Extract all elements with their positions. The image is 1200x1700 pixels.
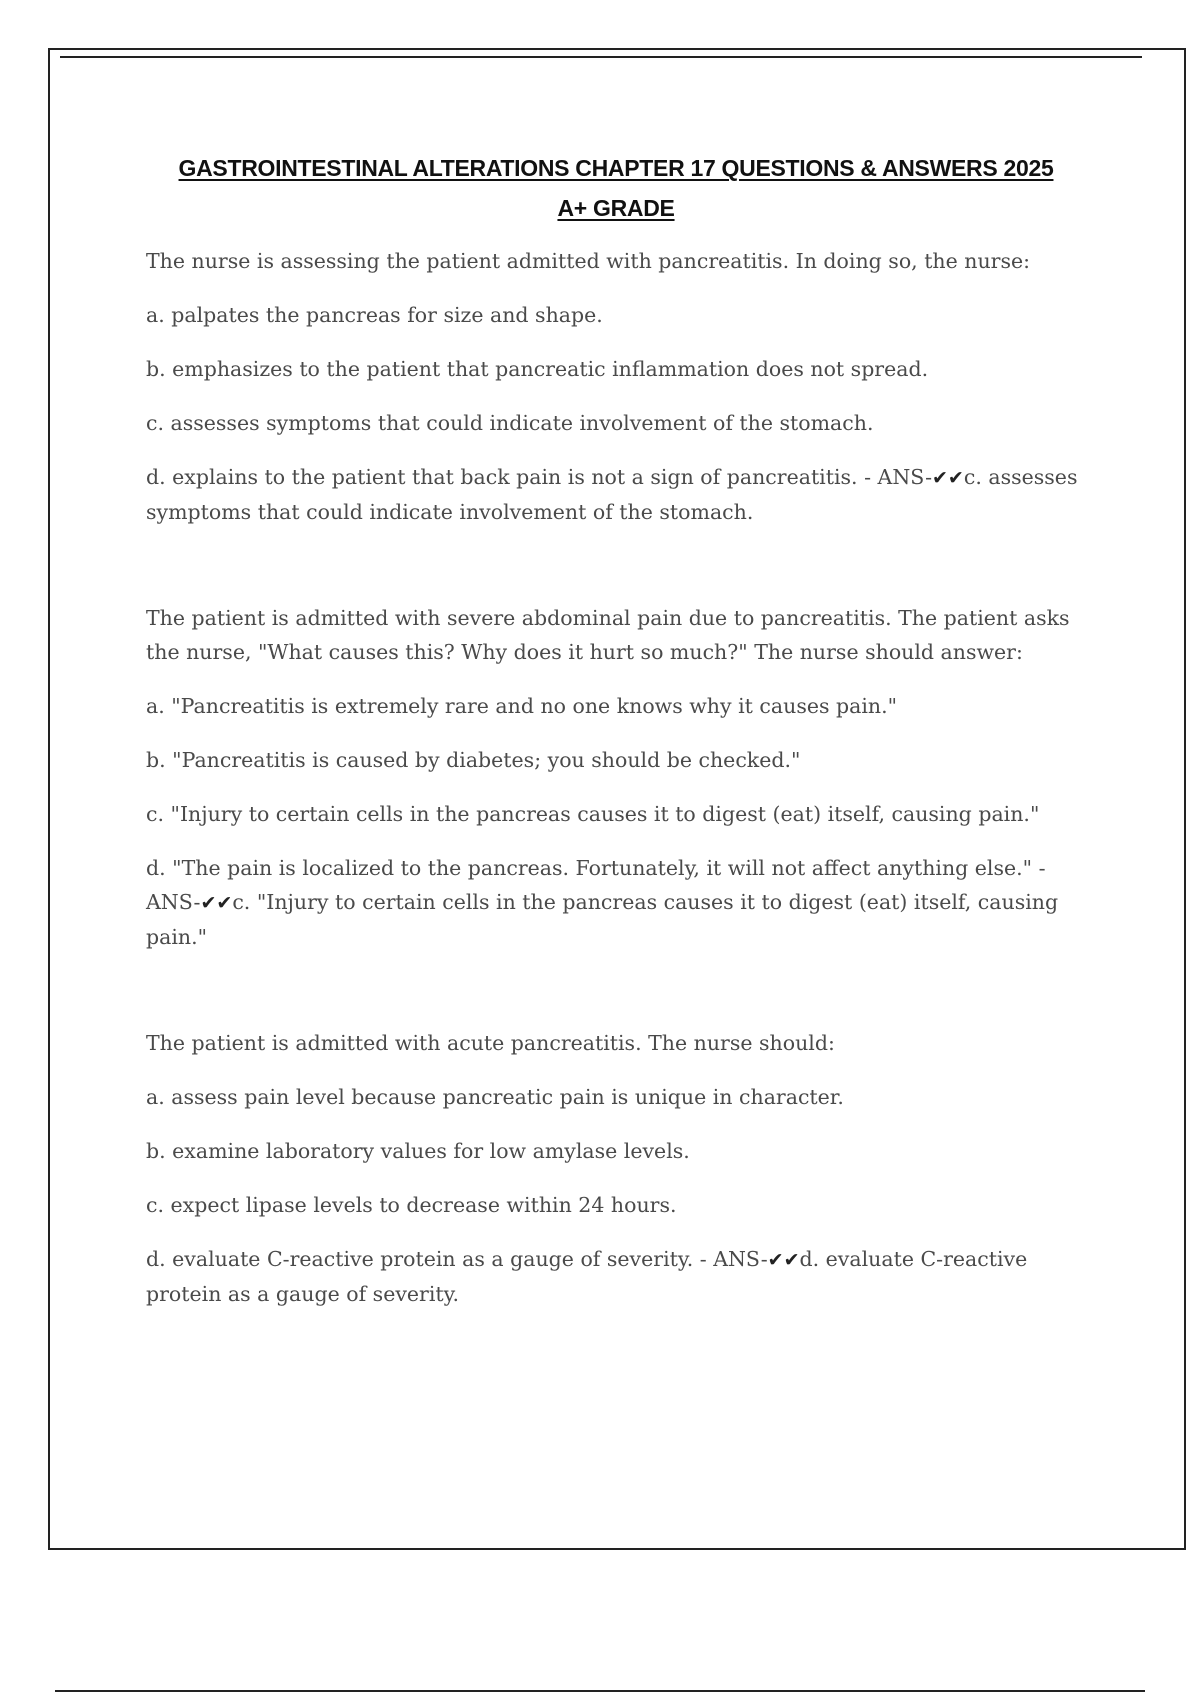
top-rule bbox=[60, 56, 1142, 58]
question-block-2 bbox=[146, 601, 1096, 954]
option-d-with-answer bbox=[146, 1242, 1096, 1311]
double-check-icon: ✔✔ bbox=[767, 1249, 800, 1271]
option-d-with-answer bbox=[146, 851, 1096, 954]
document-title bbox=[100, 148, 1132, 228]
option-b: b. emphasizes to the patient that pancreatic inflammation does not spread. bbox=[146, 357, 929, 381]
option-a: a. "Pancreatitis is extremely rare and no one knows why it causes pain." bbox=[146, 694, 898, 718]
answer-text: c. assesses symptoms that could indicate involvement of the stomach. bbox=[146, 465, 1078, 524]
question-block-3 bbox=[146, 1026, 1096, 1311]
option-c: c. assesses symptoms that could indicate involvement of the stomach. bbox=[146, 411, 874, 435]
option-d: d. explains to the patient that back pain is not a sign of pancreatitis. bbox=[146, 465, 858, 489]
option-a: a. palpates the pancreas for size and shape. bbox=[146, 303, 603, 327]
option-d: d. evaluate C-reactive protein as a gauge of severity. bbox=[146, 1247, 694, 1271]
option-c: c. "Injury to certain cells in the pancreas causes it to digest (eat) itself, causing pain." bbox=[146, 802, 1040, 826]
double-check-icon: ✔✔ bbox=[932, 467, 964, 489]
question-stem: The patient is admitted with severe abdominal pain due to pancreatitis. The patient asks the nurse, "What causes this? Why does it hurt so much?" The nurse should answer: bbox=[146, 606, 1070, 664]
question-block-1 bbox=[146, 244, 1096, 529]
question-list bbox=[146, 244, 1096, 1311]
answer-prefix: - ANS- bbox=[146, 856, 1046, 914]
answer-prefix: - ANS- bbox=[693, 1247, 768, 1271]
option-a: a. assess pain level because pancreatic pain is unique in character. bbox=[146, 1085, 844, 1109]
question-stem: The patient is admitted with acute pancreatitis. The nurse should: bbox=[146, 1031, 835, 1055]
option-c: c. expect lipase levels to decrease within 24 hours. bbox=[146, 1193, 677, 1217]
option-d-with-answer bbox=[146, 460, 1096, 529]
answer-prefix: - ANS- bbox=[857, 465, 933, 489]
question-stem: The nurse is assessing the patient admitted with pancreatitis. In doing so, the nurse: bbox=[146, 249, 1031, 273]
option-b: b. examine laboratory values for low amylase levels. bbox=[146, 1139, 690, 1163]
option-b: b. "Pancreatitis is caused by diabetes; you should be checked." bbox=[146, 748, 801, 772]
bottom-rule bbox=[55, 1690, 1145, 1692]
double-check-icon: ✔✔ bbox=[200, 892, 233, 914]
answer-text: d. evaluate C-reactive protein as a gauge of severity. bbox=[146, 1247, 1028, 1306]
option-d: d. "The pain is localized to the pancreas. Fortunately, it will not affect anything else." bbox=[146, 856, 1033, 880]
title-line-2: A+ GRADE bbox=[557, 195, 675, 221]
title-line-1: GASTROINTESTINAL ALTERATIONS CHAPTER 17 QUESTIONS & ANSWERS 2025 bbox=[178, 155, 1054, 181]
answer-text: c. "Injury to certain cells in the pancreas causes it to digest (eat) itself, causing pain." bbox=[146, 890, 1059, 949]
